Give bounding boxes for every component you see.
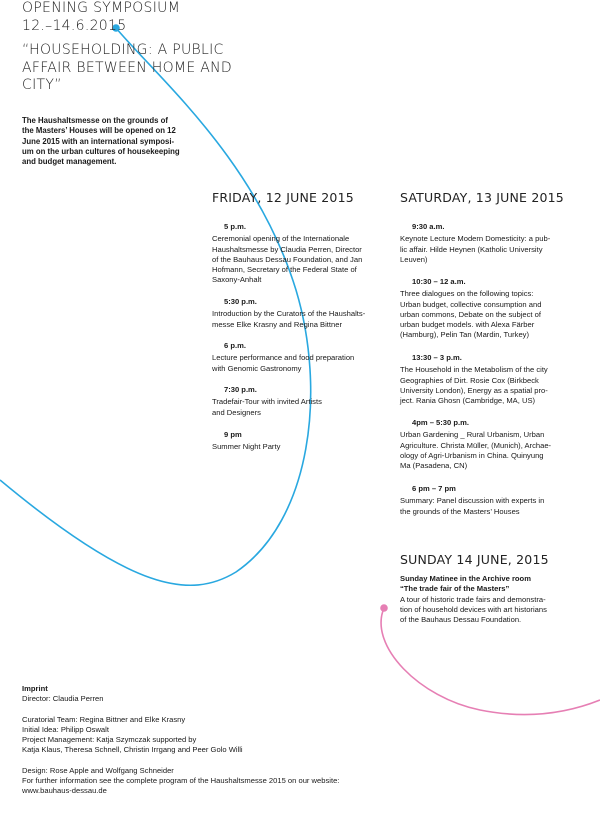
event-line: Lecture performance and food preparation [212, 353, 355, 363]
event-description [400, 234, 550, 265]
friday-event [212, 297, 365, 330]
saturday-event [400, 353, 548, 406]
event-time: 5 p.m. [224, 222, 246, 231]
event-time: 5:30 p.m. [224, 297, 257, 306]
event-time: 6 p.m. [224, 341, 246, 350]
event-line: Summary: Panel discussion with experts in [400, 496, 545, 506]
event-line: and Designers [212, 407, 261, 417]
event-line: The Household in the Metabolism of the city [400, 365, 548, 375]
event-line: tion of household devices with art historians [400, 604, 547, 614]
event-line: ject. Rania Ghosn (Cambridge, MA, US) [400, 396, 536, 406]
event-line: Ceremonial opening of the Internationale [212, 234, 350, 244]
event-time: 6 pm – 7 pm [412, 484, 456, 493]
event-line: Geographies of Dirt. Rosie Cox (Birkbeck [400, 375, 539, 385]
event-line: ology of Agri-Urbanism in China. Quinyung [400, 450, 544, 460]
event-line: with Genomic Gastronomy [212, 363, 302, 373]
imprint-heading: Imprint [22, 684, 48, 693]
intro-text [22, 116, 180, 167]
event-time: 9:30 a.m. [412, 222, 445, 231]
sunday-event [400, 574, 547, 625]
friday-event [212, 341, 354, 374]
page-title: OPENING SYMPOSIUM [22, 0, 181, 16]
imprint-group [22, 766, 339, 797]
event-line: (Hamburg), Pelin Tan (Mardin, Turkey) [400, 330, 529, 340]
event-line: Three dialogues on the following topics: [400, 289, 534, 299]
event-description [400, 496, 544, 517]
event-time: 7:30 p.m. [224, 385, 257, 394]
event-line: Sunday Matinee in the Archive room [400, 574, 531, 583]
intro-line: um on the urban cultures of housekeeping [22, 146, 180, 156]
saturday-event [400, 277, 541, 341]
intro-line: and budget management. [22, 157, 117, 167]
intro-line: June 2015 with an international symposi- [22, 136, 175, 146]
event-line: Haushaltsmesse by Claudia Perren, Director [212, 244, 362, 254]
event-line: Agriculture. Christa Müller, (Munich), Archae- [400, 440, 552, 450]
saturday-heading: SATURDAY, 13 JUNE 2015 [400, 190, 564, 205]
event-line: Saxony-Anhalt [212, 275, 262, 285]
event-description [400, 595, 547, 626]
event-line: Hofmann, Secretary of the Federal State of [212, 265, 357, 275]
event-line: Urban budget, collective consumption and [400, 299, 542, 309]
event-line: urban commons, Debate on the subject of [400, 309, 541, 319]
event-description [212, 397, 322, 418]
event-description [212, 309, 365, 330]
sunday-title [400, 574, 547, 595]
saturday-event [400, 222, 550, 265]
event-description [212, 234, 362, 285]
pink-curve-dot [380, 604, 388, 612]
event-line: urban budget models. with Alexa Färber [400, 320, 535, 330]
event-line: Summer Night Party [212, 442, 281, 452]
symposium-dates: 12.–14.6.2015 [22, 17, 127, 34]
friday-heading: FRIDAY, 12 JUNE 2015 [212, 190, 354, 205]
event-time: 10:30 – 12 a.m. [412, 277, 466, 286]
imprint [22, 684, 339, 797]
event-line: Introduction by the Curators of the Haushalts- [212, 309, 366, 319]
event-line: of the Bauhaus Dessau Foundation, and Jan [212, 254, 363, 264]
event-description [212, 353, 354, 374]
event-line: Urban Gardening _ Rural Urbanism, Urban [400, 430, 545, 440]
symposium-subtitle [22, 42, 232, 95]
imprint-line: Initial Idea: Philipp Oswalt [22, 724, 109, 734]
header [22, 0, 232, 95]
event-line: University London), Energy as a spatial pro- [400, 385, 548, 395]
intro-line: the Masters’ Houses will be opened on 12 [22, 126, 176, 136]
friday-event [212, 385, 322, 418]
event-description [400, 365, 548, 406]
event-line: “The trade fair of the Masters” [400, 584, 510, 594]
event-line: of the Bauhaus Dessau Foundation. [400, 615, 522, 625]
event-line: Leuven) [400, 254, 428, 264]
event-line: Keynote Lecture Modern Domesticity: a pub- [400, 234, 551, 244]
imprint-line: Design: Rose Apple and Wolfgang Schneider [22, 765, 174, 775]
saturday-event [400, 484, 544, 517]
imprint-group [22, 715, 339, 756]
event-line: A tour of historic trade fairs and demonstra- [400, 594, 546, 604]
friday-event [212, 430, 280, 453]
event-time: 4pm – 5:30 p.m. [412, 418, 469, 427]
event-line: Tradefair-Tour with invited Artists [212, 397, 322, 407]
event-time: 9 pm [224, 430, 242, 439]
imprint-line: Katja Klaus, Theresa Schnell, Christin Irrgang and Peer Golo Willi [22, 745, 243, 755]
imprint-line: Director: Claudia Perren [22, 694, 104, 704]
event-line: the grounds of the Masters’ Houses [400, 506, 520, 516]
subtitle-line: CITY” [22, 77, 62, 93]
imprint-line: Project Management: Katja Szymczak supported by [22, 735, 197, 745]
saturday-event [400, 418, 551, 471]
subtitle-line: AFFAIR BETWEEN HOME AND [22, 59, 232, 76]
event-line: Ma (Pasadena, CN) [400, 461, 468, 471]
event-description [212, 442, 280, 452]
imprint-line: Curatorial Team: Regina Bittner and Elke Krasny [22, 714, 186, 724]
intro-line: The Haushaltsmesse on the grounds of [22, 116, 168, 125]
event-description [400, 289, 541, 340]
sunday-heading: SUNDAY 14 JUNE, 2015 [400, 552, 549, 567]
event-time: 13:30 – 3 p.m. [412, 353, 462, 362]
imprint-line: For further information see the complete program of the Haushaltsmesse 2015 on our website: [22, 776, 340, 786]
friday-event [212, 222, 362, 286]
subtitle-line: “HOUSEHOLDING: A PUBLIC [22, 42, 224, 58]
event-description [400, 430, 551, 471]
website-link[interactable]: www.bauhaus-dessau.de [22, 786, 107, 796]
event-line: messe Elke Krasny and Regina Bittner [212, 319, 343, 329]
event-line: lic affair. Hilde Heynen (Katholic University [400, 244, 543, 254]
